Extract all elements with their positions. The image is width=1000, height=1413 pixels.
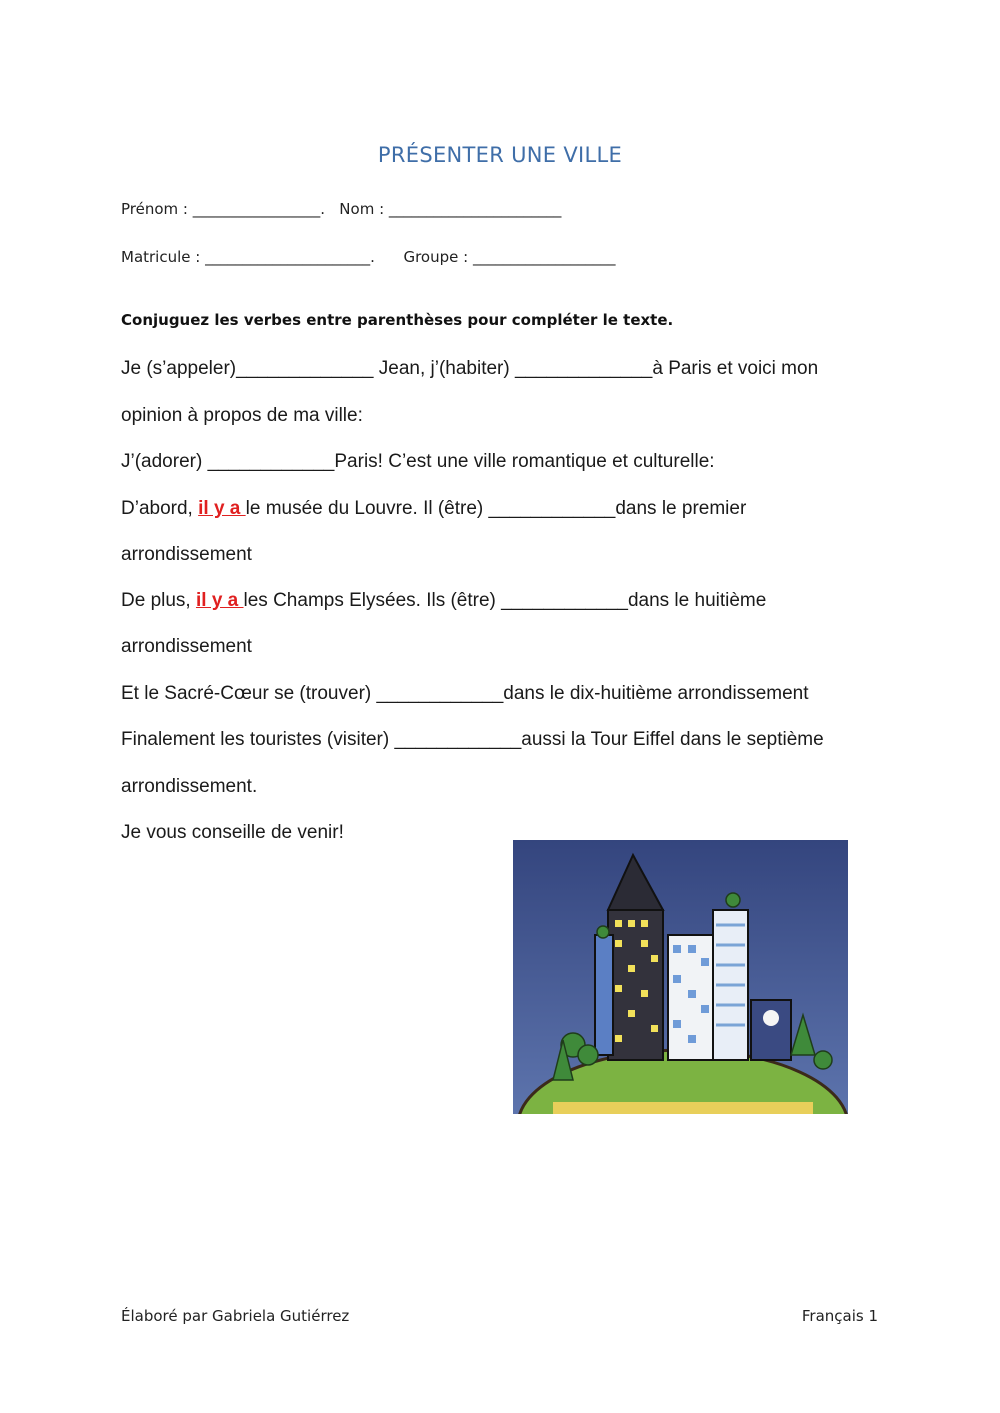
- right-short-building: [751, 1000, 791, 1060]
- city-drawing-illustration: [513, 840, 848, 1114]
- text-line-4-end: le musée du Louvre. Il (être) ____________dans le premier: [245, 498, 747, 519]
- left-blue-building: [595, 935, 613, 1055]
- moon-window: [763, 1010, 779, 1026]
- text-line-7: arrondissement: [121, 636, 252, 657]
- text-line-8: Et le Sacré-Cœur se (trouver) ____________dans le dix-huitième arrondissement: [121, 683, 809, 704]
- tree: [726, 893, 740, 907]
- text-line-6-end: les Champs Elysées. Ils (être) ____________dans le huitième: [243, 590, 767, 611]
- footer-course: Français 1: [801, 1307, 878, 1325]
- text-line-6: [121, 590, 766, 612]
- text-line-5: arrondissement: [121, 544, 252, 565]
- text-line-11: Je vous conseille de venir!: [121, 822, 344, 843]
- text-line-1: Je (s’appeler)_____________ Jean, j’(habiter) _____________à Paris et voici mon: [121, 358, 819, 379]
- text-line-3: J’(adorer) ____________Paris! C’est une ville romantique et culturelle:: [121, 451, 715, 472]
- tree: [578, 1045, 598, 1065]
- text-line-9: Finalement les touristes (visiter) ____________aussi la Tour Eiffel dans le septième: [121, 729, 824, 750]
- text-line-4: [121, 498, 746, 520]
- text-line-2: opinion à propos de ma ville:: [121, 405, 363, 426]
- text-line-4-start: D’abord,: [121, 498, 199, 519]
- footer-author: Élaboré par Gabriela Gutiérrez: [121, 1307, 350, 1325]
- il-y-a-highlight: il y a: [195, 590, 244, 611]
- name-fields-line: Prénom : _________________. Nom : _______________________: [121, 200, 562, 218]
- page-title: PRÉSENTER UNE VILLE: [377, 143, 623, 167]
- tree: [597, 926, 609, 938]
- tree: [814, 1051, 832, 1069]
- il-y-a-highlight: il y a: [198, 498, 246, 519]
- id-group-fields-line: Matricule : ______________________. Groupe : ___________________: [121, 248, 616, 266]
- text-line-6-start: De plus,: [121, 590, 196, 611]
- sand-strip: [553, 1102, 813, 1114]
- instruction-text: Conjuguez les verbes entre parenthèses pour compléter le texte.: [121, 311, 674, 329]
- text-line-10: arrondissement.: [121, 776, 258, 797]
